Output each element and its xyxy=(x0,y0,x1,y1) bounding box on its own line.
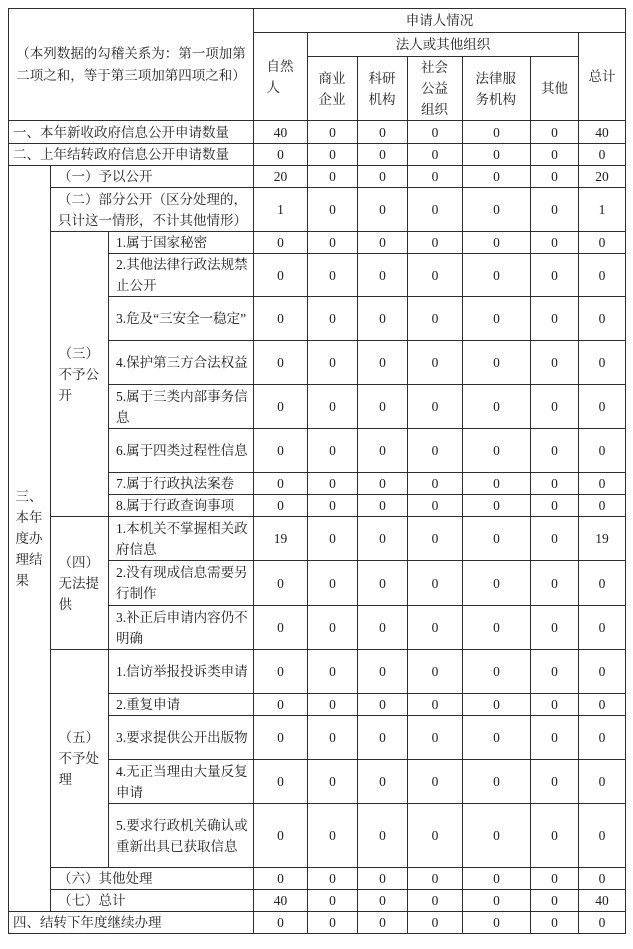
cell-other: 0 xyxy=(531,760,579,804)
cell-research: 0 xyxy=(358,868,408,890)
cell-total: 0 xyxy=(579,473,626,495)
row-label: 四、结转下年度继续办理 xyxy=(9,912,254,934)
cell-legal-service: 0 xyxy=(463,760,531,804)
cell-business: 0 xyxy=(308,650,358,694)
cell-research: 0 xyxy=(358,297,408,341)
cell-legal-service: 0 xyxy=(463,517,531,561)
disclosure-stats-table xyxy=(8,8,626,934)
cell-business: 0 xyxy=(308,561,358,606)
cell-legal-service: 0 xyxy=(463,606,531,650)
cell-total: 0 xyxy=(579,606,626,650)
cell-research: 0 xyxy=(358,606,408,650)
col-header-total: 总计 xyxy=(579,33,626,121)
table-row xyxy=(9,650,626,694)
cell-natural-person: 0 xyxy=(254,760,308,804)
cell-business: 0 xyxy=(308,188,358,232)
cell-legal-service: 0 xyxy=(463,188,531,232)
cell-legal-service: 0 xyxy=(463,385,531,429)
cell-public-welfare: 0 xyxy=(408,760,463,804)
cell-public-welfare: 0 xyxy=(408,297,463,341)
cell-legal-service: 0 xyxy=(463,650,531,694)
cell-total: 0 xyxy=(579,254,626,297)
cell-public-welfare: 0 xyxy=(408,429,463,473)
cell-natural-person: 0 xyxy=(254,606,308,650)
cell-research: 0 xyxy=(358,254,408,297)
cell-research: 0 xyxy=(358,495,408,517)
cell-total: 0 xyxy=(579,912,626,934)
cell-legal-service: 0 xyxy=(463,232,531,254)
cell-research: 0 xyxy=(358,804,408,868)
cell-other: 0 xyxy=(531,188,579,232)
cell-business: 0 xyxy=(308,912,358,934)
cell-business: 0 xyxy=(308,166,358,188)
cell-total: 20 xyxy=(579,166,626,188)
cell-other: 0 xyxy=(531,341,579,385)
col-header-natural-person xyxy=(254,33,308,121)
cell-public-welfare: 0 xyxy=(408,341,463,385)
cell-research: 0 xyxy=(358,912,408,934)
section-label-not-disclosed-text: （三）不予公开 xyxy=(58,345,99,403)
cell-research: 0 xyxy=(358,121,408,144)
cell-public-welfare: 0 xyxy=(408,495,463,517)
cell-business: 0 xyxy=(308,694,358,716)
table-row xyxy=(9,517,626,561)
cell-natural-person: 0 xyxy=(254,716,308,760)
cell-public-welfare: 0 xyxy=(408,606,463,650)
cell-legal-service: 0 xyxy=(463,144,531,166)
cell-research: 0 xyxy=(358,650,408,694)
row-label: （六）其他处理 xyxy=(51,868,254,890)
col-header-research xyxy=(358,57,408,121)
table-row xyxy=(9,121,626,144)
cell-natural-person: 0 xyxy=(254,561,308,606)
cell-public-welfare: 0 xyxy=(408,517,463,561)
cell-other: 0 xyxy=(531,473,579,495)
row-label: 3.要求提供公开出版物 xyxy=(109,716,254,760)
cell-total: 0 xyxy=(579,561,626,606)
cell-public-welfare: 0 xyxy=(408,254,463,297)
table-row xyxy=(9,232,626,254)
cell-public-welfare: 0 xyxy=(408,890,463,912)
table-row xyxy=(9,144,626,166)
cell-legal-service: 0 xyxy=(463,166,531,188)
cell-research: 0 xyxy=(358,232,408,254)
cell-public-welfare: 0 xyxy=(408,561,463,606)
row-label: 二、上年结转政府信息公开申请数量 xyxy=(9,144,254,166)
col-header-natural-person-text: 自然人 xyxy=(266,58,294,95)
cell-natural-person: 0 xyxy=(254,473,308,495)
cell-legal-service: 0 xyxy=(463,341,531,385)
cell-other: 0 xyxy=(531,121,579,144)
col-header-business xyxy=(308,57,358,121)
cell-other: 0 xyxy=(531,495,579,517)
cell-public-welfare: 0 xyxy=(408,650,463,694)
row-label: 8.属于行政查询事项 xyxy=(109,495,254,517)
section-label-results-text: 三、本年度办理结果 xyxy=(15,489,43,588)
row-label: 一、本年新收政府信息公开申请数量 xyxy=(9,121,254,144)
cell-research: 0 xyxy=(358,694,408,716)
row-label: （二）部分公开（区分处理的，只计这一情形，不计其他情形） xyxy=(51,188,254,232)
cell-other: 0 xyxy=(531,232,579,254)
cell-natural-person: 0 xyxy=(254,254,308,297)
cell-other: 0 xyxy=(531,429,579,473)
cell-other: 0 xyxy=(531,254,579,297)
cell-public-welfare: 0 xyxy=(408,912,463,934)
cell-other: 0 xyxy=(531,912,579,934)
cell-legal-service: 0 xyxy=(463,804,531,868)
cell-public-welfare: 0 xyxy=(408,166,463,188)
cell-legal-service: 0 xyxy=(463,473,531,495)
cell-total: 0 xyxy=(579,341,626,385)
row-label: 4.保护第三方合法权益 xyxy=(109,341,254,385)
cell-natural-person: 0 xyxy=(254,650,308,694)
cell-research: 0 xyxy=(358,716,408,760)
cell-total: 40 xyxy=(579,890,626,912)
header-row xyxy=(9,9,626,33)
cell-other: 0 xyxy=(531,716,579,760)
cell-natural-person: 0 xyxy=(254,804,308,868)
cell-business: 0 xyxy=(308,868,358,890)
row-label: 1.属于国家秘密 xyxy=(109,232,254,254)
cell-natural-person: 0 xyxy=(254,868,308,890)
col-header-business-text: 商业企业 xyxy=(318,70,346,107)
cell-total: 19 xyxy=(579,517,626,561)
cell-other: 0 xyxy=(531,868,579,890)
cell-business: 0 xyxy=(308,254,358,297)
cell-legal-service: 0 xyxy=(463,254,531,297)
cell-business: 0 xyxy=(308,495,358,517)
header-legal-person-group: 法人或其他组织 xyxy=(308,33,579,57)
cell-other: 0 xyxy=(531,650,579,694)
section-label-not-processed xyxy=(51,650,109,868)
cell-natural-person: 20 xyxy=(254,166,308,188)
cell-natural-person: 1 xyxy=(254,188,308,232)
header-note: （本列数据的勾稽关系为：第一项加第二项之和，等于第三项加第四项之和） xyxy=(9,9,254,121)
cell-business: 0 xyxy=(308,517,358,561)
cell-legal-service: 0 xyxy=(463,716,531,760)
row-label: 2.重复申请 xyxy=(109,694,254,716)
cell-total: 0 xyxy=(579,429,626,473)
row-label: 7.属于行政执法案卷 xyxy=(109,473,254,495)
table-row xyxy=(9,890,626,912)
cell-legal-service: 0 xyxy=(463,495,531,517)
cell-research: 0 xyxy=(358,188,408,232)
cell-total: 0 xyxy=(579,716,626,760)
cell-total: 0 xyxy=(579,868,626,890)
row-label: 1.本机关不掌握相关政府信息 xyxy=(109,517,254,561)
row-label: 3.补正后申请内容仍不明确 xyxy=(109,606,254,650)
cell-legal-service: 0 xyxy=(463,912,531,934)
cell-other: 0 xyxy=(531,804,579,868)
cell-legal-service: 0 xyxy=(463,890,531,912)
cell-total: 0 xyxy=(579,495,626,517)
cell-research: 0 xyxy=(358,517,408,561)
section-label-not-processed-text: （五）不予处理 xyxy=(58,730,99,787)
row-label: 2.其他法律行政法规禁止公开 xyxy=(109,254,254,297)
cell-public-welfare: 0 xyxy=(408,188,463,232)
section-label-not-disclosed xyxy=(51,232,109,517)
cell-research: 0 xyxy=(358,760,408,804)
col-header-public-welfare xyxy=(408,57,463,121)
cell-total: 40 xyxy=(579,121,626,144)
cell-natural-person: 40 xyxy=(254,121,308,144)
cell-other: 0 xyxy=(531,385,579,429)
cell-business: 0 xyxy=(308,606,358,650)
cell-natural-person: 0 xyxy=(254,144,308,166)
cell-research: 0 xyxy=(358,429,408,473)
col-header-public-welfare-text: 社会公益组织 xyxy=(421,60,449,117)
cell-other: 0 xyxy=(531,606,579,650)
cell-research: 0 xyxy=(358,385,408,429)
col-header-legal-service-text: 法律服务机构 xyxy=(475,70,517,107)
cell-total: 0 xyxy=(579,694,626,716)
section-label-unable-to-provide-text: （四）无法提供 xyxy=(58,554,99,612)
cell-business: 0 xyxy=(308,760,358,804)
cell-research: 0 xyxy=(358,561,408,606)
cell-natural-person: 0 xyxy=(254,232,308,254)
cell-total: 0 xyxy=(579,760,626,804)
cell-research: 0 xyxy=(358,473,408,495)
cell-other: 0 xyxy=(531,561,579,606)
cell-legal-service: 0 xyxy=(463,429,531,473)
row-label: 6.属于四类过程性信息 xyxy=(109,429,254,473)
row-label: 4.无正当理由大量反复申请 xyxy=(109,760,254,804)
cell-total: 0 xyxy=(579,297,626,341)
cell-natural-person: 19 xyxy=(254,517,308,561)
table-row xyxy=(9,188,626,232)
cell-total: 1 xyxy=(579,188,626,232)
cell-business: 0 xyxy=(308,429,358,473)
cell-total: 0 xyxy=(579,144,626,166)
row-label: 1.信访举报投诉类申请 xyxy=(109,650,254,694)
cell-other: 0 xyxy=(531,144,579,166)
cell-public-welfare: 0 xyxy=(408,144,463,166)
cell-business: 0 xyxy=(308,716,358,760)
cell-natural-person: 0 xyxy=(254,429,308,473)
cell-research: 0 xyxy=(358,166,408,188)
section-label-results xyxy=(9,166,51,912)
cell-legal-service: 0 xyxy=(463,297,531,341)
cell-other: 0 xyxy=(531,890,579,912)
cell-business: 0 xyxy=(308,297,358,341)
row-label: 5.要求行政机关确认或重新出具已获取信息 xyxy=(109,804,254,868)
cell-business: 0 xyxy=(308,473,358,495)
row-label: 5.属于三类内部事务信息 xyxy=(109,385,254,429)
cell-public-welfare: 0 xyxy=(408,121,463,144)
section-label-unable-to-provide xyxy=(51,517,109,650)
header-applicant-info: 申请人情况 xyxy=(254,9,626,33)
cell-natural-person: 0 xyxy=(254,341,308,385)
cell-business: 0 xyxy=(308,804,358,868)
cell-public-welfare: 0 xyxy=(408,385,463,429)
cell-total: 0 xyxy=(579,804,626,868)
cell-legal-service: 0 xyxy=(463,121,531,144)
row-label: 3.危及“三安全一稳定” xyxy=(109,297,254,341)
cell-natural-person: 0 xyxy=(254,297,308,341)
cell-research: 0 xyxy=(358,341,408,385)
cell-other: 0 xyxy=(531,517,579,561)
row-label: 2.没有现成信息需要另行制作 xyxy=(109,561,254,606)
cell-other: 0 xyxy=(531,297,579,341)
cell-business: 0 xyxy=(308,385,358,429)
table-row xyxy=(9,166,626,188)
table-row xyxy=(9,868,626,890)
cell-natural-person: 0 xyxy=(254,694,308,716)
cell-public-welfare: 0 xyxy=(408,868,463,890)
col-header-legal-service xyxy=(463,57,531,121)
cell-legal-service: 0 xyxy=(463,561,531,606)
row-label: （一）予以公开 xyxy=(51,166,254,188)
row-label: （七）总计 xyxy=(51,890,254,912)
cell-natural-person: 0 xyxy=(254,495,308,517)
cell-business: 0 xyxy=(308,232,358,254)
cell-public-welfare: 0 xyxy=(408,694,463,716)
cell-legal-service: 0 xyxy=(463,694,531,716)
cell-public-welfare: 0 xyxy=(408,716,463,760)
cell-public-welfare: 0 xyxy=(408,232,463,254)
cell-other: 0 xyxy=(531,694,579,716)
col-header-research-text: 科研机构 xyxy=(368,70,396,107)
col-header-other: 其他 xyxy=(531,57,579,121)
cell-natural-person: 0 xyxy=(254,385,308,429)
cell-total: 0 xyxy=(579,232,626,254)
cell-research: 0 xyxy=(358,890,408,912)
cell-natural-person: 40 xyxy=(254,890,308,912)
cell-business: 0 xyxy=(308,121,358,144)
cell-business: 0 xyxy=(308,144,358,166)
cell-total: 0 xyxy=(579,650,626,694)
cell-natural-person: 0 xyxy=(254,912,308,934)
cell-other: 0 xyxy=(531,166,579,188)
cell-legal-service: 0 xyxy=(463,868,531,890)
cell-public-welfare: 0 xyxy=(408,473,463,495)
cell-public-welfare: 0 xyxy=(408,804,463,868)
cell-business: 0 xyxy=(308,341,358,385)
cell-research: 0 xyxy=(358,144,408,166)
cell-total: 0 xyxy=(579,385,626,429)
cell-business: 0 xyxy=(308,890,358,912)
table-row xyxy=(9,912,626,934)
